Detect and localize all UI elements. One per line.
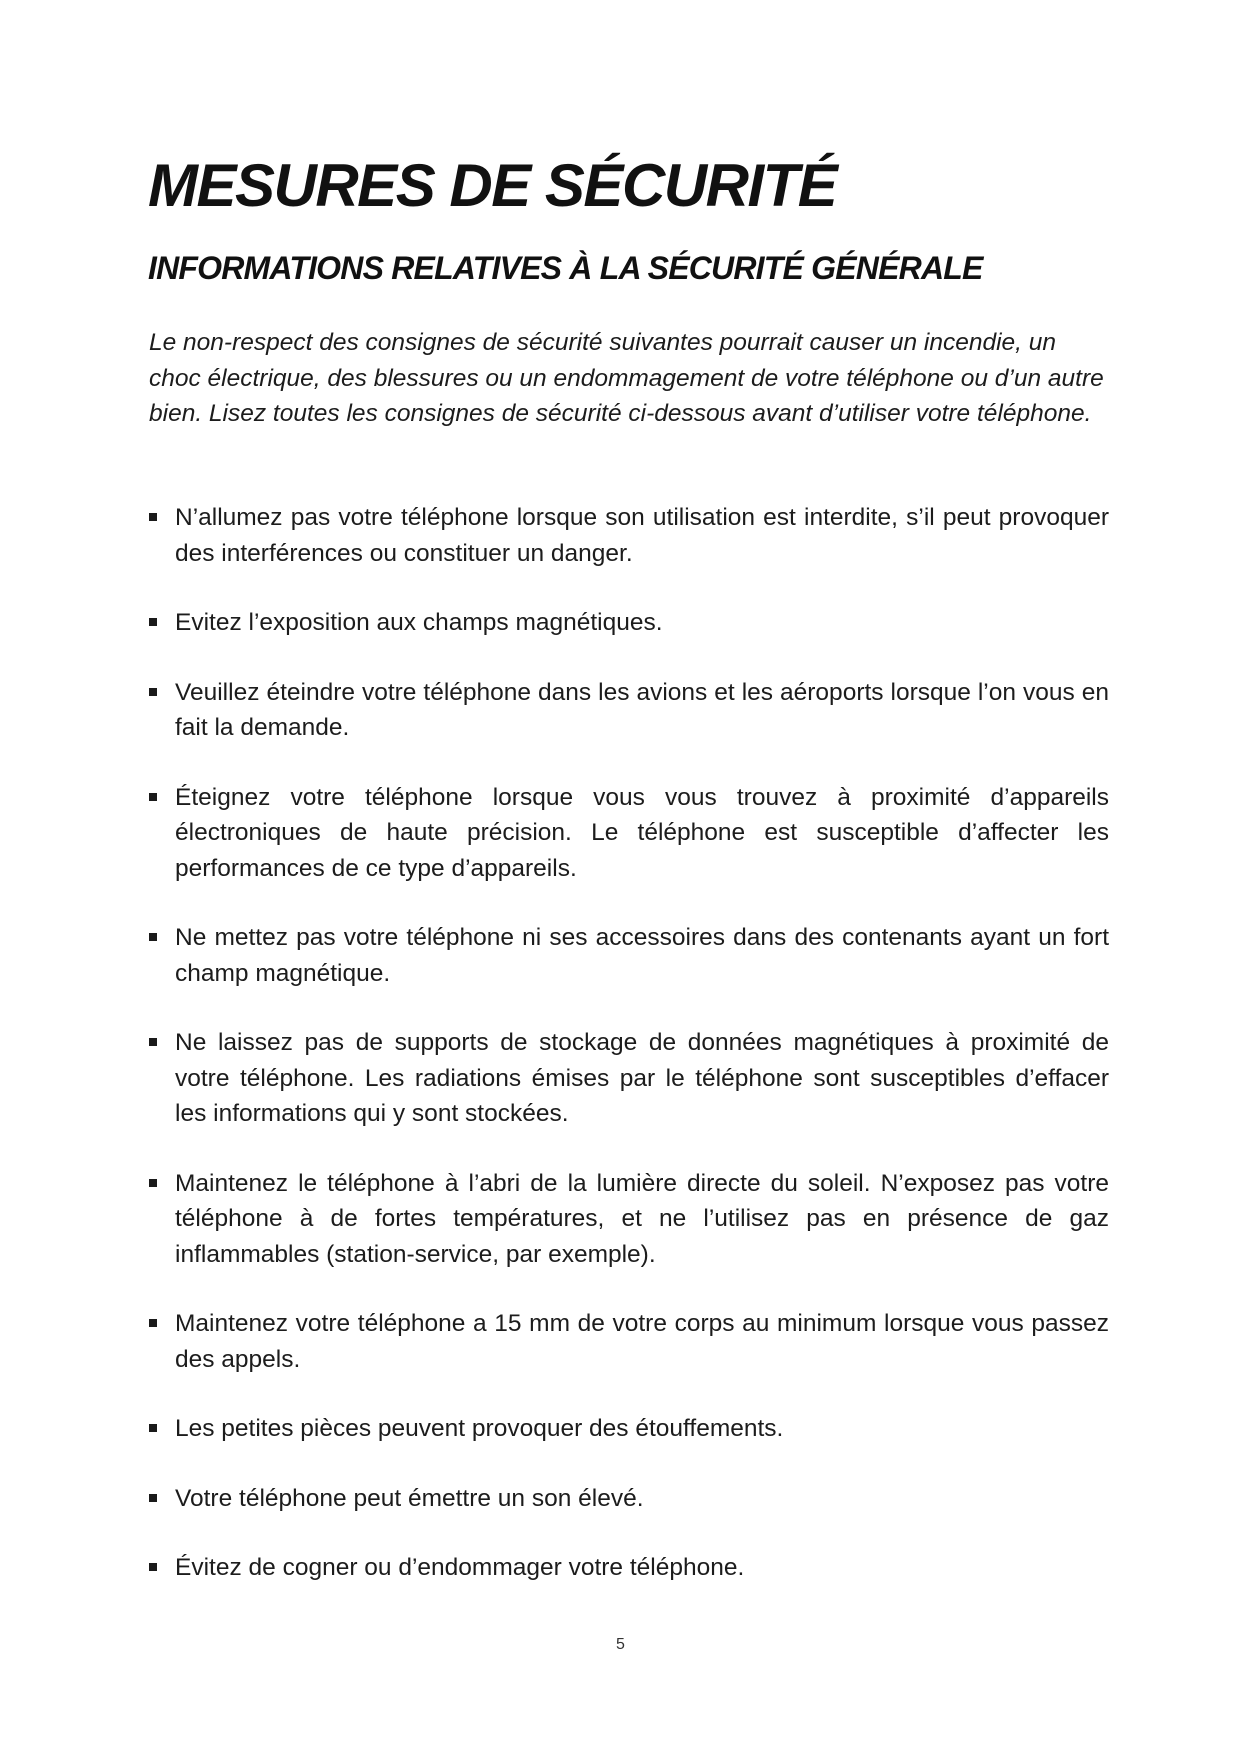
list-item-text: Maintenez le téléphone à l’abri de la lumière directe du soleil. N’exposez pas votre téléphone à de fortes températures, et ne l’utilisez pas en présence de gaz inflammables (station-service, par exemple). (175, 1169, 1109, 1268)
square-bullet-icon (149, 1038, 157, 1046)
list-item-text: Maintenez votre téléphone a 15 mm de votre corps au minimum lorsque vous passez des appels. (175, 1310, 1109, 1373)
list-item-text: Veuillez éteindre votre téléphone dans les avions et les aéroports lorsque l’on vous en fait la demande. (175, 678, 1109, 741)
page-number: 5 (616, 1636, 625, 1653)
list-item (149, 1550, 1109, 1586)
page-title: MESURES DE SÉCURITÉ (148, 152, 837, 219)
list-item-text: N’allumez pas votre téléphone lorsque son utilisation est interdite, s’il peut provoquer des interférences ou constituer un danger. (175, 504, 1109, 567)
list-item-text: Ne mettez pas votre téléphone ni ses accessoires dans des contenants ayant un fort champ magnétique. (175, 924, 1109, 987)
list-item (149, 1481, 1109, 1517)
list-item (149, 1306, 1109, 1377)
list-item (149, 605, 1109, 641)
list-item-text: Evitez l’exposition aux champs magnétiques. (175, 609, 663, 636)
list-item-text: Ne laissez pas de supports de stockage de données magnétiques à proximité de votre téléphone. Les radiations émises par le téléphone sont susceptibles d’effacer les informations qui y sont stockées. (175, 1029, 1109, 1127)
list-item (149, 500, 1109, 571)
square-bullet-icon (149, 1424, 157, 1432)
square-bullet-icon (149, 513, 157, 521)
section-subtitle: INFORMATIONS RELATIVES À LA SÉCURITÉ GÉNÉRALE (148, 250, 983, 286)
square-bullet-icon (149, 1319, 157, 1327)
list-item (149, 675, 1109, 746)
safety-bullet-list (149, 500, 1109, 1620)
square-bullet-icon (149, 1179, 157, 1187)
square-bullet-icon (149, 933, 157, 941)
list-item-text: Éteignez votre téléphone lorsque vous vous trouvez à proximité d’appareils électroniques de haute précision. Le téléphone est susceptible d’affecter les performances de ce type d’appareils. (175, 783, 1109, 882)
list-item-text: Les petites pièces peuvent provoquer des étouffements. (175, 1415, 784, 1442)
list-item (149, 1411, 1109, 1447)
list-item-text: Votre téléphone peut émettre un son élevé. (175, 1484, 644, 1512)
list-item (149, 780, 1109, 887)
square-bullet-icon (149, 793, 157, 801)
square-bullet-icon (149, 618, 157, 626)
list-item (149, 1166, 1109, 1273)
list-item (149, 920, 1109, 991)
square-bullet-icon (149, 1494, 157, 1502)
list-item (149, 1025, 1109, 1132)
square-bullet-icon (149, 1563, 157, 1571)
list-item-text: Évitez de cogner ou d’endommager votre téléphone. (175, 1554, 745, 1581)
intro-paragraph: Le non-respect des consignes de sécurité suivantes pourrait causer un incendie, un choc électrique, des blessures ou un endommagement de votre téléphone ou d’un autre bien. Lisez toutes les consignes de sécurité ci-dessous avant d’utiliser votre téléphone. (149, 329, 1104, 427)
square-bullet-icon (149, 688, 157, 696)
